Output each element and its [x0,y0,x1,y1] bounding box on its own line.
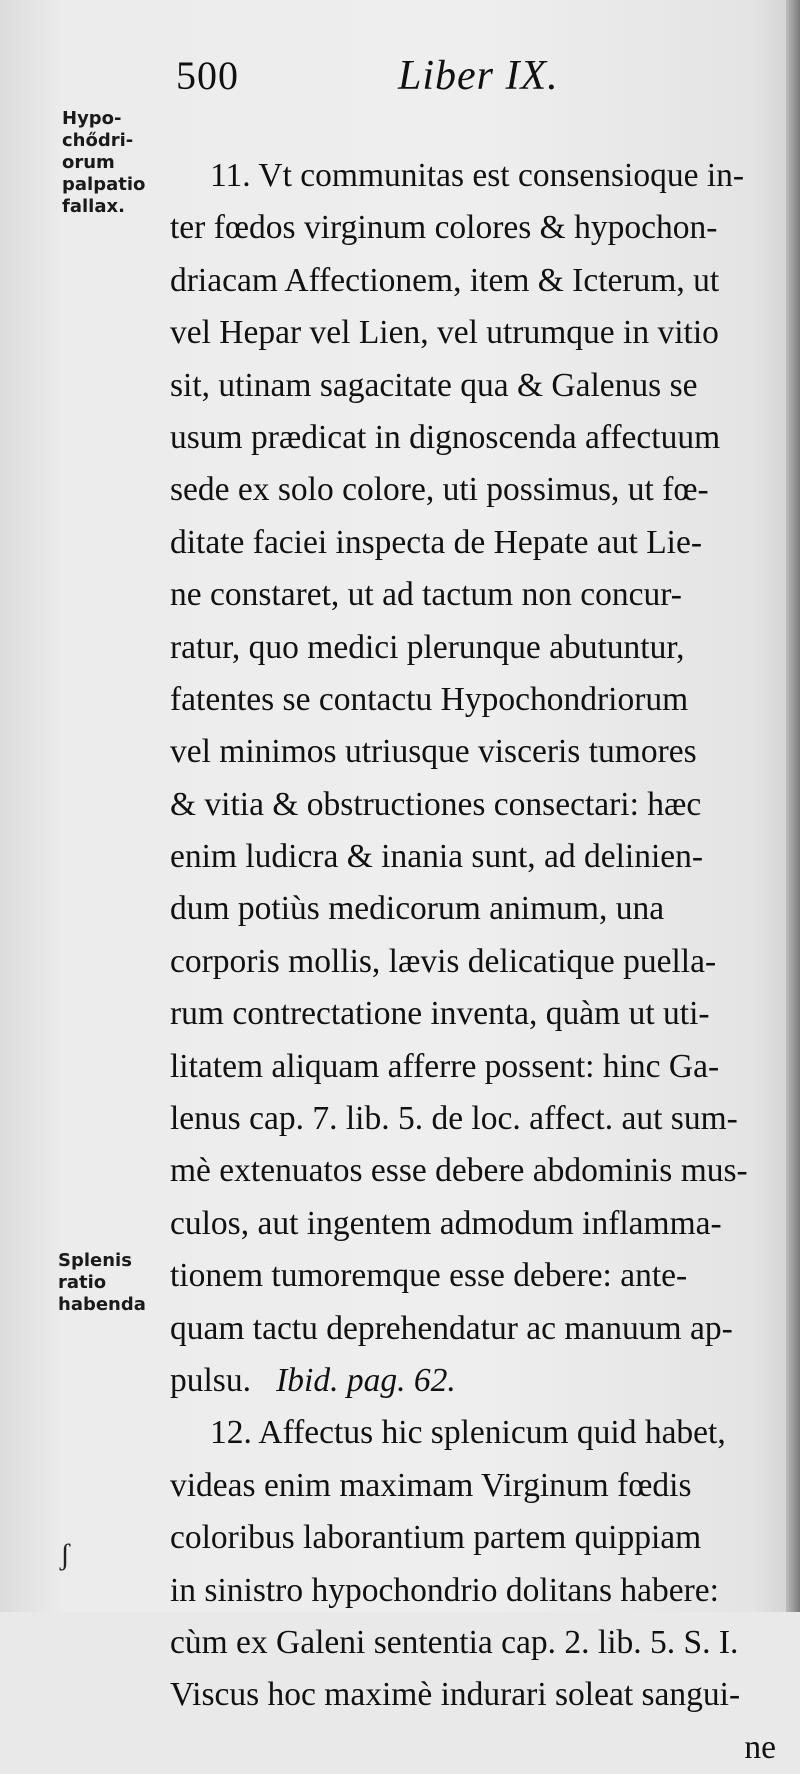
citation-reference: Ibid. pag. 62. [276,1361,456,1399]
text-line: coloribus laborantium partem quippiam [170,1519,702,1557]
text-line: quam tactu deprehendatur ac manuum ap- [170,1309,733,1347]
margin-note-spleen [58,1250,170,1316]
text-line: & vitia & obstructiones consectari: hæc [170,785,702,823]
margin-note-line: chődri- [62,130,134,151]
margin-note-line: orum [62,152,115,173]
text-fragment: pulsu. [170,1361,251,1399]
text-line: vel Hepar vel Lien, vel utrumque in vitio [170,314,719,352]
margin-note-line: ratio [58,1272,107,1293]
text-line: sit, utinam sagacitate qua & Galenus se [170,366,698,404]
text-line: usum prædicat in dignoscenda affectuum [170,418,721,456]
text-line: enim ludicra & inania sunt, ad delinien- [170,838,704,876]
text-line: Viscus hoc maximè indurari soleat sangui- [170,1676,741,1714]
text-line: 11. Vt communitas est consensioque in- [210,157,745,194]
text-line: 12. Affectus hic splenicum quid habet, [210,1414,726,1452]
text-line: rum contrectatione inventa, quàm ut uti- [170,995,710,1033]
text-line: ter fœdos virginum colores & hypochon- [170,209,718,247]
running-title: Liber IX. [398,53,559,99]
text-line: fatentes se contactu Hypochondriorum [170,680,689,718]
text-line: corporis mollis, lævis delicatique puella- [170,942,717,980]
text-line: ditate faciei inspecta de Hepate aut Lie- [170,523,702,561]
page-header [176,52,646,112]
margin-note-line: habenda [58,1294,146,1315]
margin-note-hypochondria [62,108,174,218]
text-line: dum potiùs medicorum animum, una [170,890,665,928]
text-line: culos, aut ingentem admodum inflamma- [170,1204,722,1242]
text-line: ne constaret, ut ad tactum non concur- [170,576,682,614]
margin-note-line: Hypo- [62,108,122,129]
text-line: lenus cap. 7. lib. 5. de loc. affect. aut sum- [170,1100,738,1138]
text-line [170,1355,786,1407]
margin-note-line: Splenis [58,1250,132,1271]
text-line: sede ex solo colore, uti possimus, ut fœ- [170,471,709,509]
page-number: 500 [176,53,239,98]
page-gutter-shadow [786,0,800,1612]
text-line: litatem aliquam afferre possent: hinc Ga- [170,1047,720,1085]
text-line: ratur, quo medici plerunque abutuntur, [170,628,685,666]
text-line: driacam Affectionem, item & Icterum, ut [170,261,720,299]
text-line: vel minimos utriusque visceris tumores [170,733,697,771]
margin-note-line: fallax. [62,196,125,217]
text-line: in sinistro hypochondrio dolitans habere: [170,1571,719,1609]
text-line: mè extenuatos esse debere abdominis mus- [170,1152,748,1190]
text-line: cùm ex Galeni sententia cap. 2. lib. 5. S. I. [170,1623,739,1661]
body-text [170,150,786,1774]
margin-note-line: palpatio [62,174,146,195]
text-line: ne [744,1728,776,1766]
text-line: videas enim maximam Virginum fœdis [170,1466,692,1504]
text-line: tionem tumoremque esse debere: ante- [170,1257,688,1295]
bottom-mark: ʃ [60,1538,70,1571]
